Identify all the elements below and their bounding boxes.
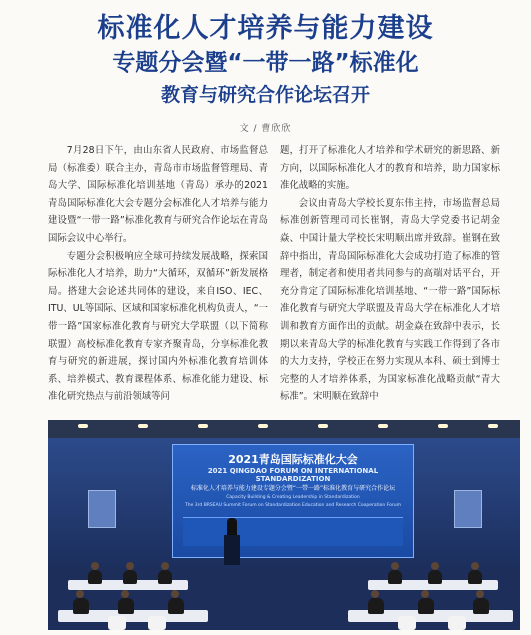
article-title-line-1: 标准化人才培养与能力建设 bbox=[97, 13, 434, 44]
byline: 文 / 曹欣欣 bbox=[239, 124, 292, 134]
screen-strip bbox=[183, 517, 403, 546]
paragraph: 会议由青岛大学校长夏东伟主持，市场监督总局标准创新管理司司长崔钢，青岛大学党委书记胡金焱、中国计量大学校长宋明顺出席并致辞。崔钢在致辞中指出，青岛国际标准化大会成功打造了标准的管理者，制定者和使用者共同参与的高端对话平台，开充分肯定了国际标准化培训基地、“一带一路”国际标准化教育与研究大学联盟及青岛大学在标准化人才培训和教育方面作出的贡献。胡金焱在致辞中表示，长期以来青岛大学的标准化教育与实践工作得到了各市的大力支持，学校正在努力实现从本科、硕士到博士完整的人才培养体系，为国家标准化战略贡献“青大标准”。宋明顺在致辞中 bbox=[280, 197, 500, 403]
conference-photo bbox=[48, 420, 520, 630]
audience-member bbox=[118, 598, 134, 614]
chair bbox=[448, 616, 466, 630]
audience-member bbox=[168, 598, 184, 614]
article-title-line-3: 教育与研究合作论坛召开 bbox=[160, 84, 370, 106]
audience-member bbox=[473, 598, 489, 614]
paragraph: 专题分会积极响应全球可持续发展战略，探索国际标准化人才培养，助力“大循环，双循环”新发展格局。搭建大会论述共同体的建设，来自ISO、IEC、ITU、UL等国际、区域和国家标准化机构负责人，“一带一路”国家标准化教育与研究大学联盟（以下简称联盟）高校标准化教育专家齐聚青岛，分享标准化教育与研究的新进展，探讨国内外标准化教育培训体系、培养模式、教育课程体系、标准化能力建设、标准化研究热点与前沿领域等问 bbox=[48, 250, 268, 403]
side-screen-right bbox=[454, 490, 482, 528]
screen-banner-en: 2021 QINGDAO FORUM ON INTERNATIONAL STANDARDIZATION bbox=[207, 467, 379, 483]
side-screen-left bbox=[88, 490, 116, 528]
audience-member bbox=[73, 598, 89, 614]
audience-member bbox=[468, 570, 482, 584]
left-column bbox=[48, 142, 268, 406]
audience-member bbox=[123, 570, 137, 584]
ceiling-lights bbox=[48, 420, 520, 438]
right-column bbox=[280, 142, 500, 406]
chair bbox=[148, 616, 166, 630]
chair bbox=[398, 616, 416, 630]
podium bbox=[224, 535, 240, 565]
chair bbox=[108, 616, 126, 630]
audience-member bbox=[428, 570, 442, 584]
screen-banner-cn: 2021青岛国际标准化大会 bbox=[228, 453, 358, 466]
screen-session-subtitle-en: The 3rd BRSEAU Summit Forum on Standardization Education and Research Cooperation Forum bbox=[185, 503, 401, 508]
audience-member bbox=[158, 570, 172, 584]
article-title-line-2: 专题分会暨“一带一路”标准化 bbox=[112, 50, 419, 76]
audience-member bbox=[388, 570, 402, 584]
paragraph: 7月28日下午，由山东省人民政府、市场监督总局（标准委）联合主办，青岛市市场监督管理局、青岛大学、国际标准化培训基地（青岛）承办的2021青岛国际标准化大会专题分会标准化人才培养与能力建设暨“一带一路”标准化教育与研究合作论坛在青岛国际会议中心举行。 bbox=[48, 145, 268, 244]
screen-session-title: 标准化人才培养与能力建设专题分会暨“一带一路”标准化教育与研究合作论坛 bbox=[190, 485, 396, 492]
audience-member bbox=[88, 570, 102, 584]
audience-member bbox=[418, 598, 434, 614]
paragraph: 题，打开了标准化人才培养和学术研究的新思路、新方向，以国际标准化人才的教育和培养，助力国家标准化战略的实施。 bbox=[280, 145, 500, 192]
stage-screen bbox=[172, 444, 414, 558]
screen-session-title-en: Capacity Building & Creating Leadership in Standardization bbox=[226, 495, 360, 500]
speaker bbox=[227, 518, 237, 536]
audience-member bbox=[368, 598, 384, 614]
